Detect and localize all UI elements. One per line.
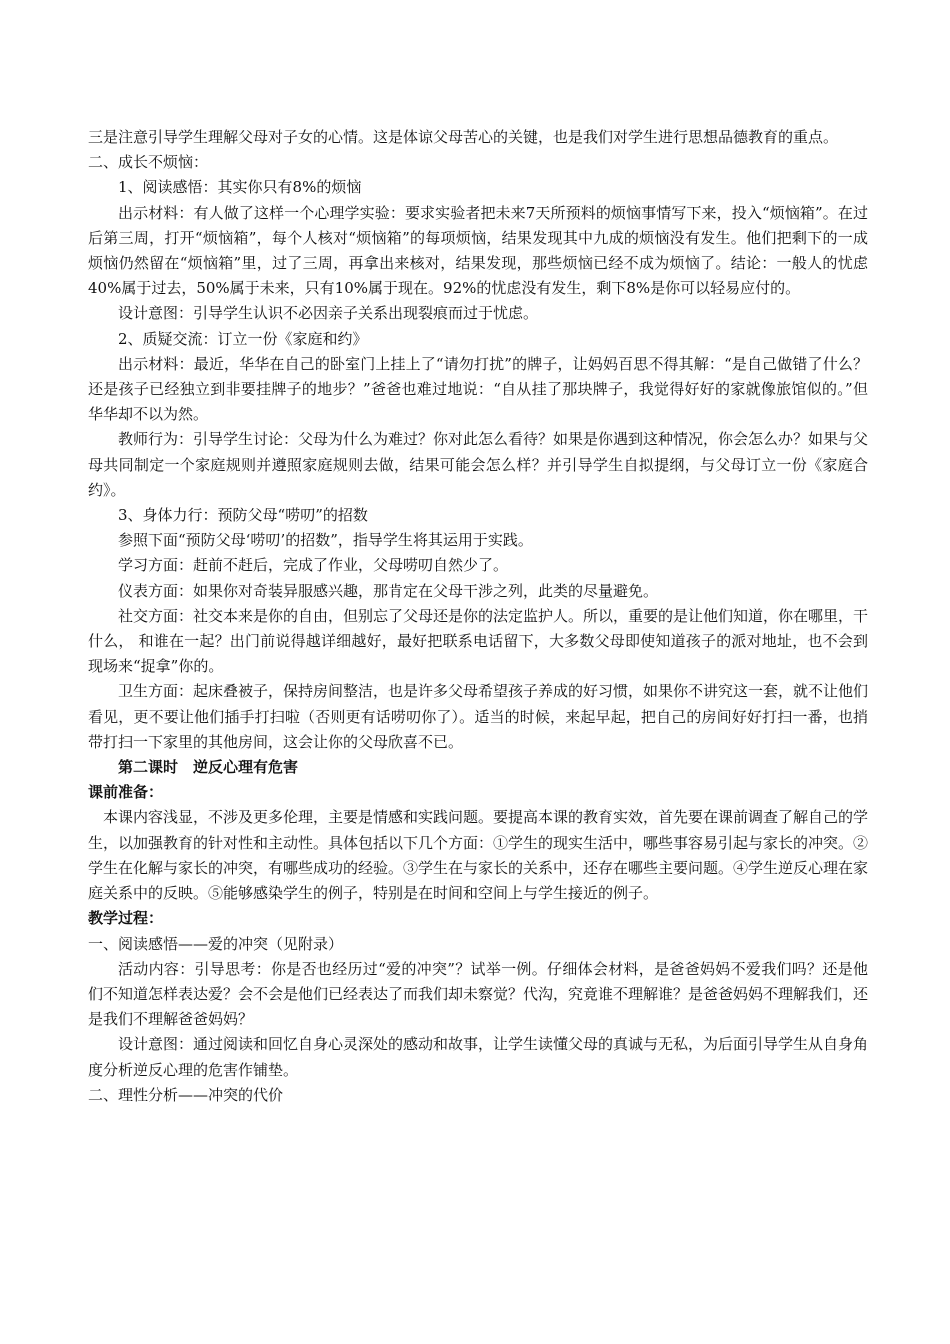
paragraph-activity: 活动内容：引导思考：你是否也经历过“爱的冲突”？试举一例。仔细体会材料，是爸爸妈妈不爱我们吗？还是他们不知道怎样表达爱？会不会是他们已经表达了而我们却未察觉？代沟，究竟谁不理解谁？是爸爸妈妈不理解我们，还是我们不理解爸爸妈妈？ — [88, 959, 869, 1029]
paragraph-reference: 参照下面“预防父母‘唠叨’的招数”，指导学生将其运用于实践。 — [118, 531, 533, 550]
paragraph-material-worry-box: 出示材料：有人做了这样一个心理学实验：要求实验者把未来7天所预料的烦恼事情写下来，投入“烦恼箱”。在过后第三周，打开“烦恼箱”，每个人核对“烦恼箱”的每项烦恼，结果发现其中九成的烦恼没有发生。他们把剩下的一成烦恼仍然留在“烦恼箱”里，过了三周，再拿出来核对，结果发现，那些烦恼已经不成为烦恼了。结论：一般人的忧虑40%属于过去，50%属于未来，只有10%属于现在。92%的忧虑没有发生，剩下8%是你可以轻易应付的。 — [88, 203, 868, 298]
paragraph-material-huahua: 出示材料：最近，华华在自己的卧室门上挂上了“请勿打扰”的牌子，让妈妈百思不得其解：“是自己做错了什么？还是孩子已经独立到非要挂牌子的地步？”爸爸也难过地说：“自从挂了那块牌子，我觉得好好的家就像旅馆似的。”但华华却不以为然。 — [88, 354, 868, 424]
section-heading-rational-analysis: 二、理性分析——冲突的代价 — [88, 1085, 284, 1104]
heading-preparation: 课前准备： — [88, 783, 164, 802]
subheading-reading: 1、阅读感悟：其实你只有8%的烦恼 — [118, 178, 362, 197]
document-page — [88, 125, 868, 1108]
paragraph-intro-point-three: 三是注意引导学生理解父母对子女的心情。这是体谅父母苦心的关键，也是我们对学生进行思想品德教育的重点。 — [88, 128, 839, 146]
subheading-practice: 3、身体力行：预防父母“唠叨”的招数 — [118, 506, 368, 525]
lesson-title: 第二课时 逆反心理有危害 — [118, 758, 299, 777]
paragraph-design-intent-1: 设计意图：引导学生认识不必因亲子关系出现裂痕而过于忧虑。 — [118, 304, 539, 323]
paragraph-hygiene: 卫生方面：起床叠被子，保持房间整洁，也是许多父母希望孩子养成的好习惯，如果你不讲究这一套，就不让他们看见，更不要让他们插手打扫啦（否则更有话唠叨你了）。适当的时候，来起早起，把自己的房间好好打扫一番，也捎带打扫一下家里的其他房间，这会让你的父母欣喜不已。 — [88, 682, 869, 751]
paragraph-appearance: 仪表方面：如果你对奇装异服感兴趣，那肯定在父母干涉之列，此类的尽量避免。 — [118, 581, 659, 600]
heading-teaching-process: 教学过程： — [88, 909, 164, 928]
paragraph-study: 学习方面：赶前不赶后，完成了作业，父母唠叨自然少了。 — [118, 556, 509, 575]
section-heading-love-conflict: 一、阅读感悟——爱的冲突（见附录） — [88, 934, 344, 953]
paragraph-preparation: 本课内容浅显，不涉及更多伦理，主要是情感和实践问题。要提高本课的教育实效，首先要在课前调查了解自己的学生，以加强教育的针对性和主动性。具体包括以下几个方面：①学生的现实生活中，哪些事容易引起与家长的冲突。②学生在化解与家长的冲突，有哪些成功的经验。③学生在与家长的关系中，还存在哪些主要问题。④学生逆反心理在家庭关系中的反映。⑤能够感染学生的例子，特别是在时间和空间上与学生接近的例子。 — [88, 808, 869, 903]
paragraph-social: 社交方面：社交本来是你的自由，但别忘了父母还是你的法定监护人。所以，重要的是让他们知道，你在哪里，干什么， 和谁在一起？出门前说得越详细越好，最好把联系电话留下，大多数父母即使知道孩子的派对地址，也不会到现场来“捉拿”你的。 — [88, 606, 869, 676]
section-heading-growth: 二、成长不烦恼： — [88, 153, 209, 172]
paragraph-teacher-behavior: 教师行为：引导学生讨论：父母为什么为难过？你对此怎么看待？如果是你遇到这种情况，你会怎么办？如果与父母共同制定一个家庭规则并遵照家庭规则去做，结果可能会怎么样？并引导学生自拟提纲，与父母订立一份《家庭合约》。 — [88, 430, 869, 499]
subheading-discussion: 2、质疑交流：订立一份《家庭和约》 — [118, 329, 368, 348]
paragraph-design-intent-2: 设计意图：通过阅读和回忆自身心灵深处的感动和故事，让学生读懂父母的真诚与无私，为后面引导学生从自身角度分析逆反心理的危害作铺垫。 — [88, 1035, 869, 1079]
